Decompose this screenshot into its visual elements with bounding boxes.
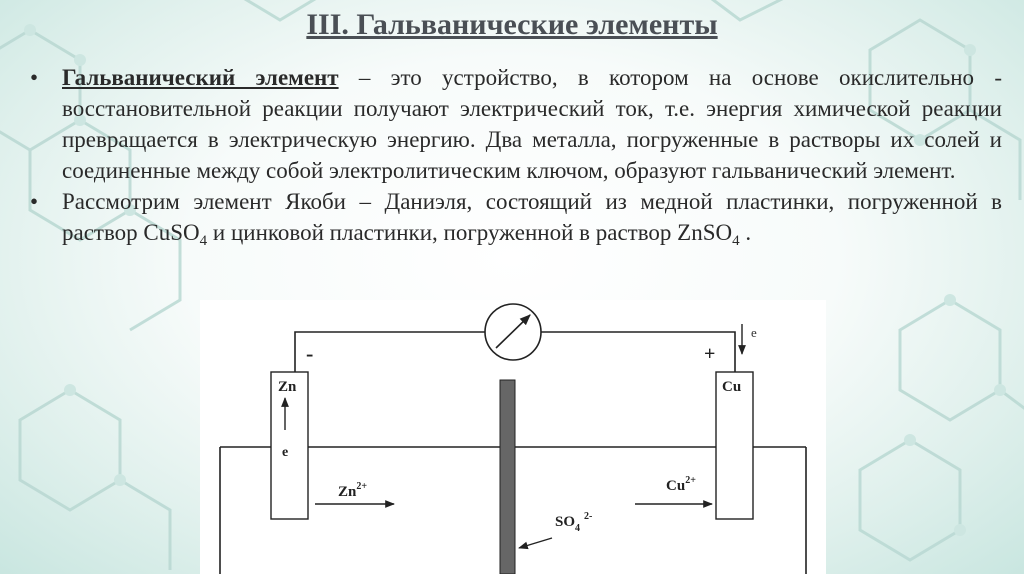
plus-sign: +: [704, 343, 716, 365]
slide-title: III. Гальванические элементы: [306, 8, 718, 41]
text-part-3: .: [739, 220, 752, 245]
galvanic-cell-diagram: [200, 300, 826, 574]
bullet-item-jacobi-daniell: [28, 186, 1002, 248]
subscript-cuso4: 4: [199, 233, 208, 249]
zinc-ion-label: $Zn^{2+}$: [338, 481, 368, 500]
copper-ion-label: $Cu^{2+}$: [666, 475, 696, 494]
bullet-item-definition: [28, 62, 1002, 186]
salt-bridge: [500, 380, 515, 574]
galvanometer-icon: [485, 304, 541, 360]
subscript-znso4: 4: [732, 233, 740, 249]
minus-sign: -: [306, 341, 314, 366]
electron-label-right: e: [751, 325, 757, 340]
sulfate-ion-label: $SO_4^{2-}$: [555, 511, 593, 534]
term-galvanic-element: Гальванический элемент: [62, 65, 339, 90]
bullet-symbol: •: [30, 65, 39, 90]
sulfate-ion-arrow: [519, 538, 552, 548]
bullet-list: [28, 62, 1002, 248]
definition-body: – это устройство, в котором на основе окислительно - восстановительной реакции получают электрический ток, т.е. энергия химической реакции превращается в электрическую энергию. Два металла, погруженные в растворы их солей и соединенные между собой электролитическим ключом, образуют гальванический элемент.: [62, 65, 1002, 183]
electron-label-left: e: [282, 445, 289, 460]
bullet-symbol: •: [30, 189, 39, 214]
definition-text: [62, 62, 1002, 186]
jacobi-daniell-text: [62, 186, 1002, 248]
copper-label: Cu: [722, 379, 742, 395]
zinc-label: Zn: [278, 379, 297, 395]
text-part-2: и цинковой пластинки, погруженной в раствор ZnSO: [207, 220, 733, 245]
text-part-1: Рассмотрим элемент Якоби – Даниэля, состоящий из медной пластинки, погруженной в раствор CuSO: [62, 189, 1002, 245]
